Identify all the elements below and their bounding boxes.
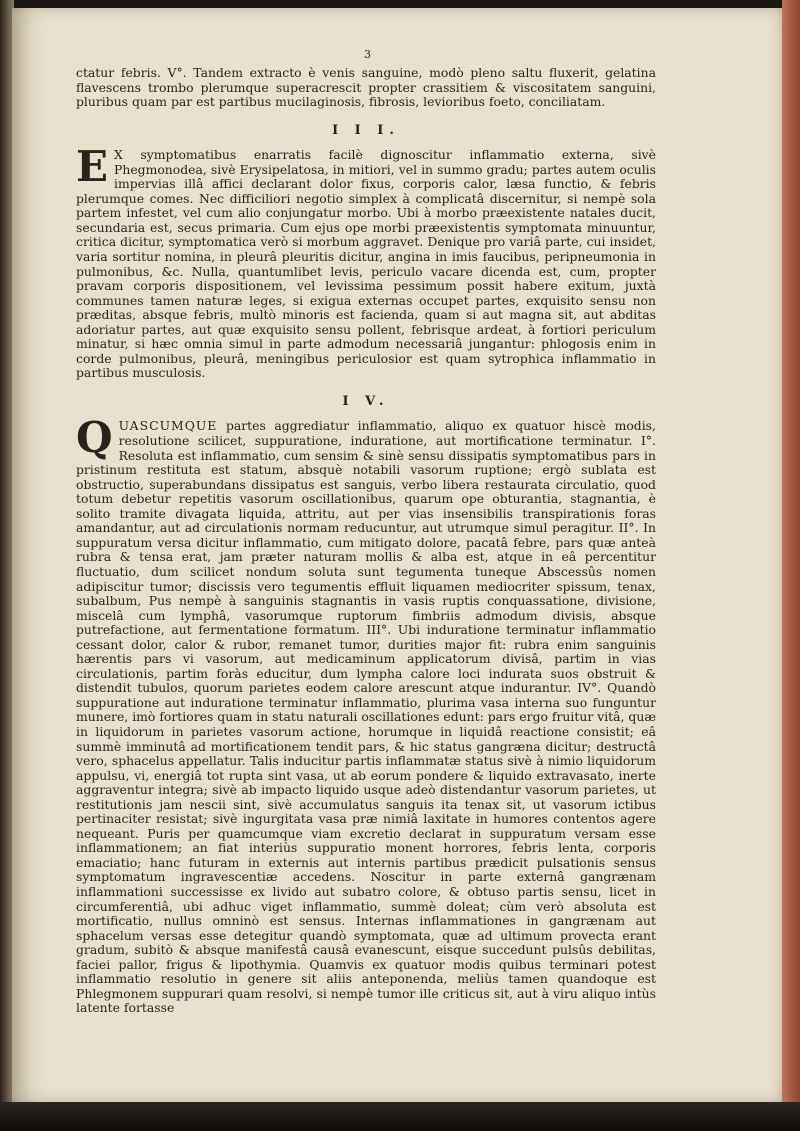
page-number: 3 — [364, 48, 371, 61]
dropcap-q: Q — [76, 413, 113, 463]
section-heading-3: I I I. — [332, 122, 400, 138]
section-3-text: X symptomatibus enarratis facilè dignoscitur inflammatio externa, sivè Phegmonodea, sivè Erysipelatosa, in mitiori, vel in summo gradu; partes autem oculis impervias illâ affici declarant dolor fixus, corporis calor, læsa functio, & febris plerumque comes. Nec difficiliori negotio simplex à complicatâ discernitur, si nempè sola partem infestet, vel cum alio conjungatur morbo. Ubi à morbo præexistente natales ducit, secundaria est, secus primaria. Cum ejus ope morbi præexistentis symptomata minuuntur, critica dicitur, symptomatica verò si morbum aggravet. Denique pro variâ parte, cui insidet, varia sortitur nomina, in pleurâ pleuritis dicitur, angina in imis faucibus, peripneumonia in pulmonibus, &c. Nulla, quantumlibet levis, periculo vacare dicenda est, cum, propter pravam corporis dispositionem, vel levissima pessimum possit habere exitum, juxtà communes tamen naturæ leges, si exigua externas occupet partes, exquisito sensu non præditas, absque febris, multò minoris est facienda, quam si aut magna sit, aut abditas adoriatur partes, aut quæ exquisito sensu pollent, febrisque ardeat, à fortiori periculum minatur, si hæc omnia simul in parte admodum necessariâ jungantur: phlogosis enim in corde pulmonibus, pleurâ, meningibus periculosior est quam sytrophica inflammatio in partibus musculosis. — [76, 147, 656, 381]
section-4-lead: UASCUMQUE — [118, 418, 218, 434]
section-heading-4: I V. — [342, 393, 390, 409]
book-edge-right — [782, 0, 800, 1131]
opening-paragraph: ctatur febris. V°. Tandem extracto è venis sanguine, modò pleno saltu fluxerit, gelatina flavescens trombo plerumque superacrescit propter crassitiem & viscositatem sanguini, pluribus quam par est partibus mucilaginosis, fibrosis, levioribus foeto, conciliatam. — [76, 65, 656, 110]
page-content — [76, 66, 656, 1016]
dropcap-e: E — [76, 142, 109, 192]
section-4-text: partes aggrediatur inflammatio, aliquo ex quatuor hiscè modis, resolutione scilicet, suppuratione, induratione, aut mortificatione terminatur. I°. Resoluta est inflammatio, cum sensim & sinè sensu dissipatis symptomatibus pars in pristinum restituta est statum, absquè notabili vasorum ruptione; ergò sublata est obstructio, superabundans dissipatus est sanguis, verbo libera restaurata circulatio, quod totum debetur repetitis vasorum oscillationibus, quarum ope obturantia, stagnantia, è solito tramite divagata liquida, attritu, aut per vias insensibilis transpirationis foras amandantur, aut ad circulationis normam reducuntur, aut utrumque simul peragitur. II°. In suppuratum versa dicitur inflammatio, cum mitigato dolore, pacatâ febre, pars quæ anteà rubra & tensa erat, jam præter naturam mollis & alba est, atque in eâ percentitur fluctuatio, dum scilicet nondum soluta sunt tegumenta tuneque Abscessûs nomen adipiscitur tumor; discissis vero tegumentis effluit liquamen mediocriter spissum, tenax, subalbum, Pus nempè à sanguinis stagnantis in vasis ruptis conquassatione, divisione, miscelâ cum lymphâ, vasorumque ruptorum fimbriis admodum divisis, absque putrefactione, aut fermentatione formatum. III°. Ubi induratione terminatur inflammatio cessant dolor, calor & rubor, remanet tumor, durities major fit: rubra enim sanguinis hærentis pars vi vasorum, aut medicaminum applicatorum divisâ, partim in vias circulationis, partim foràs educitur, dum lympha calore loci indurata suos obstruit & distendit tubulos, quorum parietes eodem calore arescunt atque indurantur. IV°. Quandò suppuratione aut induratione terminatur inflammatio, plurima vasa interna suo funguntur munere, imò fortiores quam in statu naturali oscillationes edunt: pars ergo fruitur vitâ, quæ in liquidorum in parietes vasorum actione, horumque in liquidâ reactione consistit; eâ summè imminutâ ad mortificationem tendit pars, & hic status gangræna dicitur; destructâ vero, sphacelus appellatur. Talis inducitur partis inflammatæ status sivè à nimio liquidorum appulsu, vi, energiâ tot rupta sint vasa, ut ab eorum pondere & liquido extravasato, inerte aggraventur integra; sivè ab impacto liquido usque adeò distendantur vasorum parietes, ut restitutionis jam nescii sint, sivè accumulatus sanguis ita tenax sit, ut vasorum ictibus pertinaciter resistat; sivè ingurgitata vasa præ nimiâ laxitate in humores contentos agere nequeant. Puris per quamcumque viam excretio declarat in suppuratum versam esse inflammationem; an fiat interiùs suppuratio monent horrores, febris lenta, corporis emaciatio; hanc futuram in externis aut internis partibus prædicit pulsationis sensus symptomatum ingravescentiæ accedens. Noscitur in parte externâ gangrænam inflammationi successisse ex livido aut subatro colore, & obtuso partis sensu, licet in circumferentiâ, ubi adhuc viget inflammatio, summè doleat; cùm verò absoluta est mortificatio, nullus omninò est sensus. Internas inflammationes in gangrænam aut sphacelum versas esse detegitur quandò symptomata, quæ ad ultimum provecta erant gradum, subitò & absque manifestâ causâ evanescunt, eisque succedunt pulsûs debilitas, faciei pallor, frigus & lipothymia. Quamvis ex quatuor modis quibus terminari potest inflammatio resolutio in genere sit aliis anteponenda, meliùs tamen quandoque est Phlegmonem suppurari quam resolvi, si nempè tumor ille criticus sit, aut à viru aliquo intùs latente fortasse — [76, 418, 656, 1016]
book-edge-bottom — [0, 1102, 800, 1131]
section-4-paragraph — [76, 413, 656, 1016]
section-3-paragraph — [76, 142, 656, 381]
